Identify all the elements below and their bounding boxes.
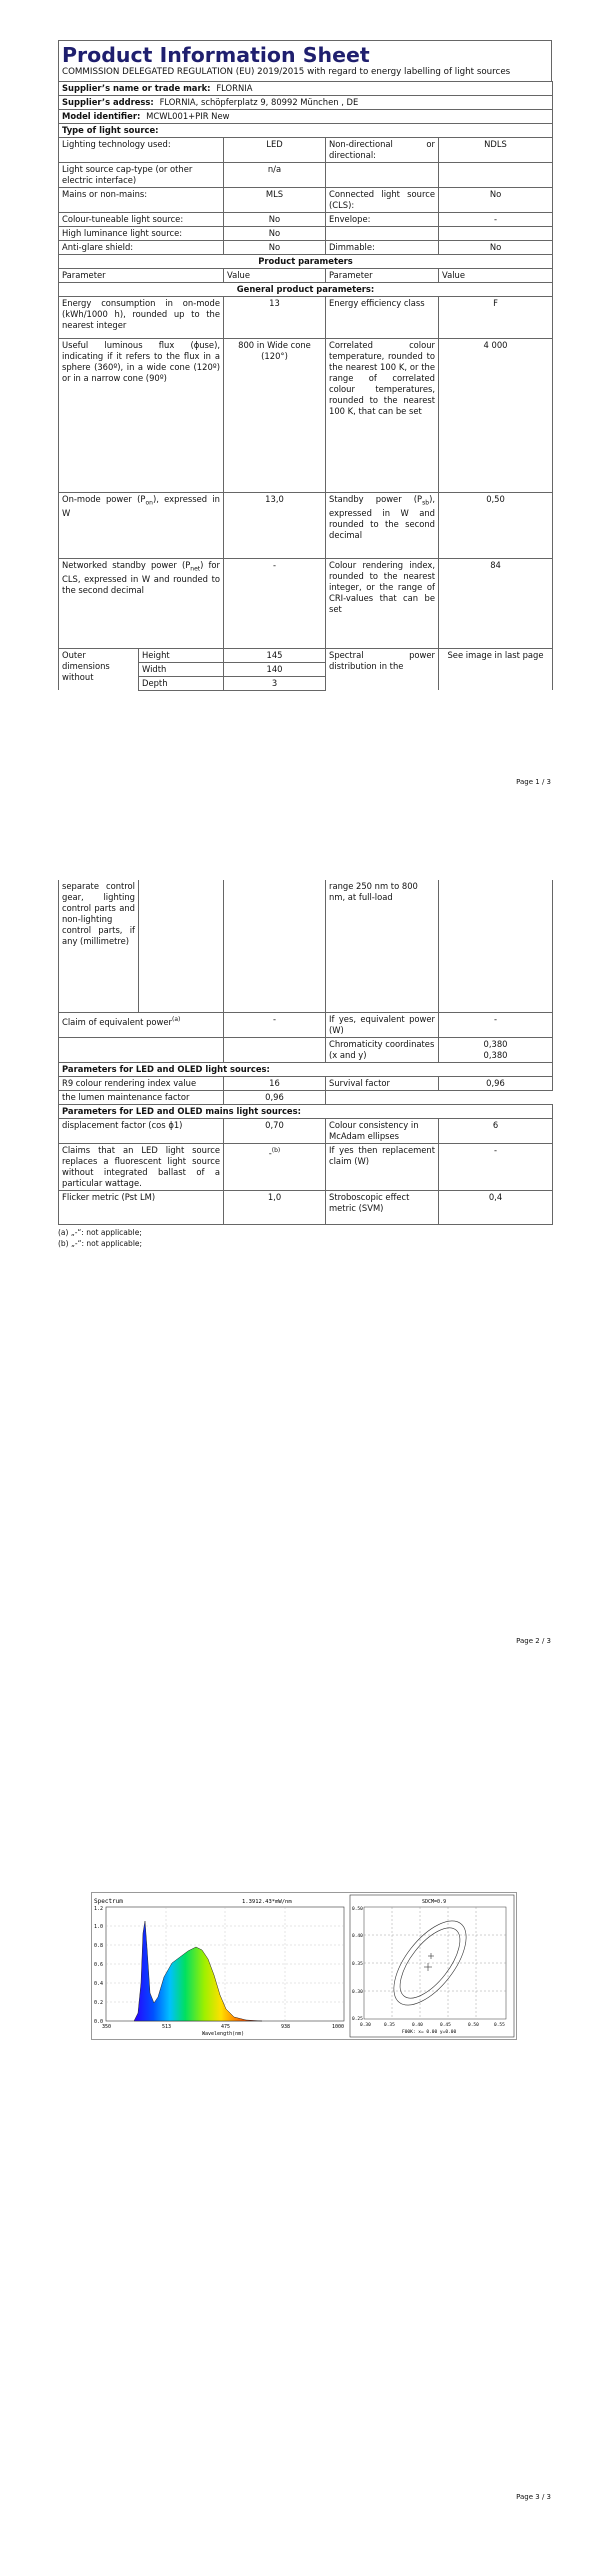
product-parameters-heading: Product parameters: [59, 254, 553, 268]
svg-text:1000: 1000: [332, 2024, 345, 2030]
svg-text:0.30: 0.30: [352, 1990, 363, 1995]
svg-text:0.45: 0.45: [440, 2023, 451, 2028]
page-2-table: [58, 1012, 553, 1225]
dimensions-table-part-2: [58, 880, 553, 1013]
table-row: On-mode power $(P_{on})$, expressed in W 13,0 Standby power $(P_{sb})$, expressed in W and rounded to the second decimal 0,50: [59, 492, 553, 558]
svg-text:350: 350: [102, 2024, 112, 2030]
supplier-address-row: Supplier’s address: FLORNIA, schöpferplatz 9, 80992 München , DE: [59, 95, 553, 109]
page-number: Page 2 / 3: [516, 1637, 551, 1645]
product-table: [58, 81, 553, 649]
svg-text:0.6: 0.6: [94, 1962, 104, 1968]
light-source-type-heading: Type of light source:: [59, 123, 553, 137]
footnote-b: (b) „-“: not applicable;: [58, 1238, 143, 1248]
ellipse-title: SDCM=0.9: [422, 1899, 447, 1905]
table-row: Depth 3: [59, 676, 553, 690]
svg-text:0.50: 0.50: [468, 2023, 479, 2028]
spectrum-annotation: 1.3912.43*mW/nm: [242, 1899, 292, 1905]
svg-text:1.2: 1.2: [94, 1906, 104, 1912]
page-1: [0, 0, 609, 826]
table-row: Mains or non-mains: MLS Connected light source (CLS): No: [59, 187, 553, 212]
led-parameters-heading: Parameters for LED and OLED light sources:: [59, 1062, 553, 1076]
spectrum-x-label: Wavelength(nm): [202, 2031, 245, 2037]
table-row: Chromaticity coordinates (x and y) 0,380 0,380: [59, 1037, 553, 1062]
footnote-a: (a) „-“: not applicable;: [58, 1227, 142, 1237]
table-row: Light source cap-type (or other electric interface) n/a: [59, 162, 553, 187]
table-row: Energy consumption in on-mode (kWh/1000 h), rounded up to the nearest integer 13 Energy efficiency class F: [59, 296, 553, 338]
table-row: High luminance light source: No: [59, 226, 553, 240]
svg-text:0.35: 0.35: [352, 1962, 363, 1967]
regulation-subtitle: COMMISSION DELEGATED REGULATION (EU) 2019/2015 with regard to energy labelling of light sources: [62, 67, 511, 77]
model-identifier-row: Model identifier: MCWL001+PIR New: [59, 109, 553, 123]
table-row: Colour-tuneable light source: No Envelope: -: [59, 212, 553, 226]
table-row: Flicker metric (Pst LM) 1,0 Stroboscopic effect metric (SVM) 0,4: [59, 1190, 553, 1224]
table-row: Networked standby power $(P_{net})$ for CLS, expressed in W and rounded to the second decimal - Colour rendering index, rounded to the nearest integer, or the range of CRI-values that can be set 84: [59, 558, 553, 648]
equivalent-power-claim: Claim of equivalent power$^{(a)}$: [59, 1012, 224, 1037]
svg-text:513: 513: [162, 2024, 172, 2030]
svg-text:1.0: 1.0: [94, 1924, 104, 1930]
page-number: Page 1 / 3: [516, 778, 551, 786]
svg-text:0.2: 0.2: [94, 2000, 104, 2006]
sheet-header: [58, 40, 552, 81]
table-row: Outer dimensions without Height 145 Spectral power distribution in the See image in last page: [59, 648, 553, 662]
spectrum-x-ticks: [102, 2024, 344, 2030]
spectrum-title: Spectrum: [94, 1898, 123, 1905]
ellipse-footer: F00K: x= 0.00 y=0.00: [402, 2030, 457, 2035]
table-row: R9 colour rendering index value 16 Survival factor 0,96: [59, 1076, 553, 1090]
spectrum-figure: [92, 1893, 516, 2039]
table-row: Width 140: [59, 662, 553, 676]
table-row: the lumen maintenance factor 0,96: [59, 1090, 553, 1104]
page-title: Product Information Sheet: [62, 43, 370, 67]
table-row: Claim of equivalent power$^{(a)}$ - If yes, equivalent power (W) -: [59, 1012, 553, 1037]
info-sheet: [58, 40, 552, 691]
standby-power-label: Standby power $(P_{sb})$, expressed in W and rounded to the second decimal: [326, 492, 439, 558]
spectrum-image: [91, 1892, 517, 2040]
dimensions-table-part-1: [58, 648, 553, 691]
supplier-name-row: Supplier’s name or trade mark: FLORNIA: [59, 81, 553, 95]
svg-text:938: 938: [281, 2024, 291, 2030]
table-row: displacement factor (cos ϕ1) 0,70 Colour consistency in McAdam ellipses 6: [59, 1118, 553, 1143]
svg-text:0.30: 0.30: [360, 2023, 371, 2028]
page-2: [0, 880, 609, 1680]
table-row: Claims that an LED light source replaces a fluorescent light source without integrated ballast of a particular wattage. -$^{(b)}$ If yes then replacement claim (W) -: [59, 1143, 553, 1190]
svg-text:0.4: 0.4: [94, 1981, 104, 1987]
svg-text:475: 475: [221, 2024, 231, 2030]
svg-text:0.25: 0.25: [352, 2017, 363, 2022]
networked-standby-label: Networked standby power $(P_{net})$ for CLS, expressed in W and rounded to the second decimal: [59, 558, 224, 648]
table-row: Lighting technology used: LED Non-directional or directional: NDLS: [59, 137, 553, 162]
column-header-row: Parameter Value Parameter Value: [59, 268, 553, 282]
svg-text:0.55: 0.55: [494, 2023, 505, 2028]
svg-text:0.8: 0.8: [94, 1943, 104, 1949]
replacement-claim-value: -$^{(b)}$: [224, 1143, 326, 1190]
svg-text:0.0: 0.0: [94, 2019, 104, 2025]
svg-text:0.35: 0.35: [384, 2023, 395, 2028]
table-row: Anti-glare shield: No Dimmable: No: [59, 240, 553, 254]
page-number: Page 3 / 3: [516, 2493, 551, 2501]
table-row: Useful luminous flux (ϕuse), indicating if it refers to the flux in a sphere (360º), in a wide cone (120º) or in a narrow cone (90º) 800 in Wide cone (120°) Correlated colour temperature, rounded to the nearest 100 K, or the range of correlated colour temperatures, rounded to the nearest 100 K, that can be set 4 000: [59, 338, 553, 492]
spectrum-y-ticks: [94, 1906, 103, 2025]
on-mode-power-label: On-mode power $(P_{on})$, expressed in W: [59, 492, 224, 558]
table-row: separate control gear, lighting control parts and non-lighting control parts, if any (millimetre) range 250 nm to 800 nm, at full-load: [59, 880, 553, 1012]
footnotes: [58, 1227, 552, 1249]
svg-text:0.40: 0.40: [412, 2023, 423, 2028]
general-parameters-heading: General product parameters:: [59, 282, 553, 296]
info-sheet-continued: [58, 880, 552, 1249]
svg-text:0.50: 0.50: [352, 1907, 363, 1912]
mains-parameters-heading: Parameters for LED and OLED mains light sources:: [59, 1104, 553, 1118]
svg-text:0.40: 0.40: [352, 1934, 363, 1939]
